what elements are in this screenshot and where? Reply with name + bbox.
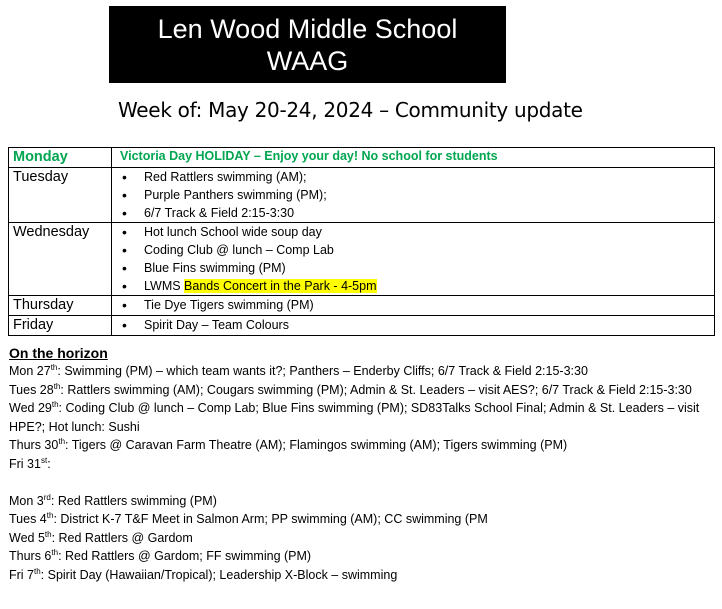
event-item	[118, 223, 714, 241]
holiday-note: Victoria Day HOLIDAY – Enjoy your day! No school for students	[120, 149, 498, 163]
horizon-day: Fri 7	[9, 567, 34, 582]
day-events	[112, 223, 715, 296]
highlighted-event-text: Bands Concert in the Park - 4-5pm	[184, 279, 377, 293]
horizon-text: : Rattlers swimming (AM); Cougars swimming (PM); Admin & St. Leaders – visit AES?; 6/7 Track & Field 2:15-3:30	[60, 382, 692, 397]
ordinal-suffix: th	[50, 362, 58, 372]
horizon-text: : Spirit Day (Hawaiian/Tropical); Leadership X-Block – swimming	[40, 567, 398, 582]
event-text: 6/7 Track & Field 2:15-3:30	[144, 206, 295, 220]
horizon-text: : Red Rattlers @ Gardom; FF swimming (PM)	[58, 549, 312, 564]
day-label: Friday	[9, 316, 112, 336]
schedule-row-tuesday	[9, 168, 715, 223]
event-list	[118, 168, 714, 222]
ordinal-suffix: th	[58, 437, 66, 447]
horizon-line	[9, 399, 709, 436]
horizon-section	[9, 344, 709, 585]
event-item	[118, 277, 714, 295]
day-events	[112, 316, 715, 336]
horizon-line	[9, 362, 709, 381]
event-text: Hot lunch School wide soup day	[144, 225, 322, 239]
event-item	[118, 168, 714, 186]
horizon-line	[9, 566, 709, 585]
event-text: LWMS	[144, 279, 185, 293]
event-item	[118, 204, 714, 222]
day-label: Tuesday	[9, 168, 112, 223]
horizon-day: Thurs 6	[9, 549, 52, 564]
ordinal-suffix: rd	[43, 492, 51, 502]
horizon-day: Fri 31	[9, 456, 41, 471]
event-text: Red Rattlers swimming (AM);	[144, 170, 307, 184]
event-text: Tie Dye Tigers swimming (PM)	[144, 298, 314, 312]
event-item	[118, 316, 714, 334]
schedule-row-wednesday	[9, 223, 715, 296]
horizon-line	[9, 455, 709, 474]
event-item	[118, 259, 714, 277]
horizon-day: Wed 29	[9, 401, 52, 416]
day-label: Wednesday	[9, 223, 112, 296]
ordinal-suffix: th	[34, 566, 41, 576]
ordinal-suffix: th	[53, 381, 61, 391]
event-item	[118, 296, 714, 314]
horizon-day: Mon 27	[9, 364, 51, 378]
banner-subtitle: WAAG	[266, 46, 349, 76]
event-item	[118, 241, 714, 259]
event-list	[118, 296, 714, 314]
horizon-text: : Red Rattlers swimming (PM)	[50, 493, 217, 508]
title-banner	[109, 6, 506, 83]
event-text: Blue Fins swimming (PM)	[144, 261, 286, 275]
horizon-week-1	[9, 362, 709, 474]
horizon-text: : Swimming (PM) – which team wants it?; Panthers – Enderby Cliffs; 6/7 Track & Field 2:15-3:30	[57, 364, 588, 378]
ordinal-suffix: th	[51, 400, 59, 410]
school-name: Len Wood Middle School	[157, 14, 458, 44]
day-label: Thursday	[9, 296, 112, 316]
horizon-line	[9, 510, 709, 529]
horizon-line	[9, 492, 709, 511]
horizon-line	[9, 381, 709, 400]
horizon-text: : District K-7 T&F Meet in Salmon Arm; PP swimming (AM); CC swimming (PM	[53, 512, 488, 527]
spacer	[9, 474, 709, 492]
ordinal-suffix: th	[51, 548, 59, 558]
event-list	[118, 316, 714, 334]
horizon-line	[9, 529, 709, 548]
horizon-day: Wed 5	[9, 530, 45, 545]
horizon-week-2	[9, 492, 709, 585]
schedule-row-friday	[9, 316, 715, 336]
horizon-day: Mon 3	[9, 493, 44, 508]
schedule-row-thursday	[9, 296, 715, 316]
day-label: Monday	[9, 148, 112, 168]
horizon-day: Thurs 30	[9, 438, 59, 453]
event-text: Coding Club @ lunch – Comp Lab	[144, 243, 334, 257]
day-events	[112, 168, 715, 223]
event-text: Purple Panthers swimming (PM);	[144, 188, 327, 202]
ordinal-suffix: st	[40, 455, 48, 465]
horizon-day: Tues 28	[9, 382, 54, 397]
ordinal-suffix: th	[44, 529, 52, 539]
horizon-text: :	[47, 456, 51, 471]
horizon-day: Tues 4	[9, 512, 47, 527]
schedule-row-monday	[9, 148, 715, 168]
horizon-line	[9, 547, 709, 566]
event-list	[118, 223, 714, 295]
horizon-text: : Tigers @ Caravan Farm Theatre (AM); Flamingos swimming (AM); Tigers swimming (PM)	[65, 438, 568, 453]
weekly-schedule-table	[8, 147, 715, 336]
day-events	[112, 296, 715, 316]
event-item	[118, 186, 714, 204]
horizon-text: : Red Rattlers @ Gardom	[51, 530, 193, 545]
event-text: Spirit Day – Team Colours	[144, 318, 289, 332]
horizon-text: : Coding Club @ lunch – Comp Lab; Blue Fins swimming (PM); SD83Talks School Final; Admin & St. Leaders – visit HPE?; Hot lunch: Sushi	[9, 401, 700, 434]
ordinal-suffix: th	[46, 511, 54, 520]
horizon-line	[9, 436, 709, 455]
horizon-heading: On the horizon	[9, 345, 108, 361]
day-events	[112, 148, 715, 168]
week-heading: Week of: May 20-24, 2024 – Community update	[118, 98, 583, 122]
